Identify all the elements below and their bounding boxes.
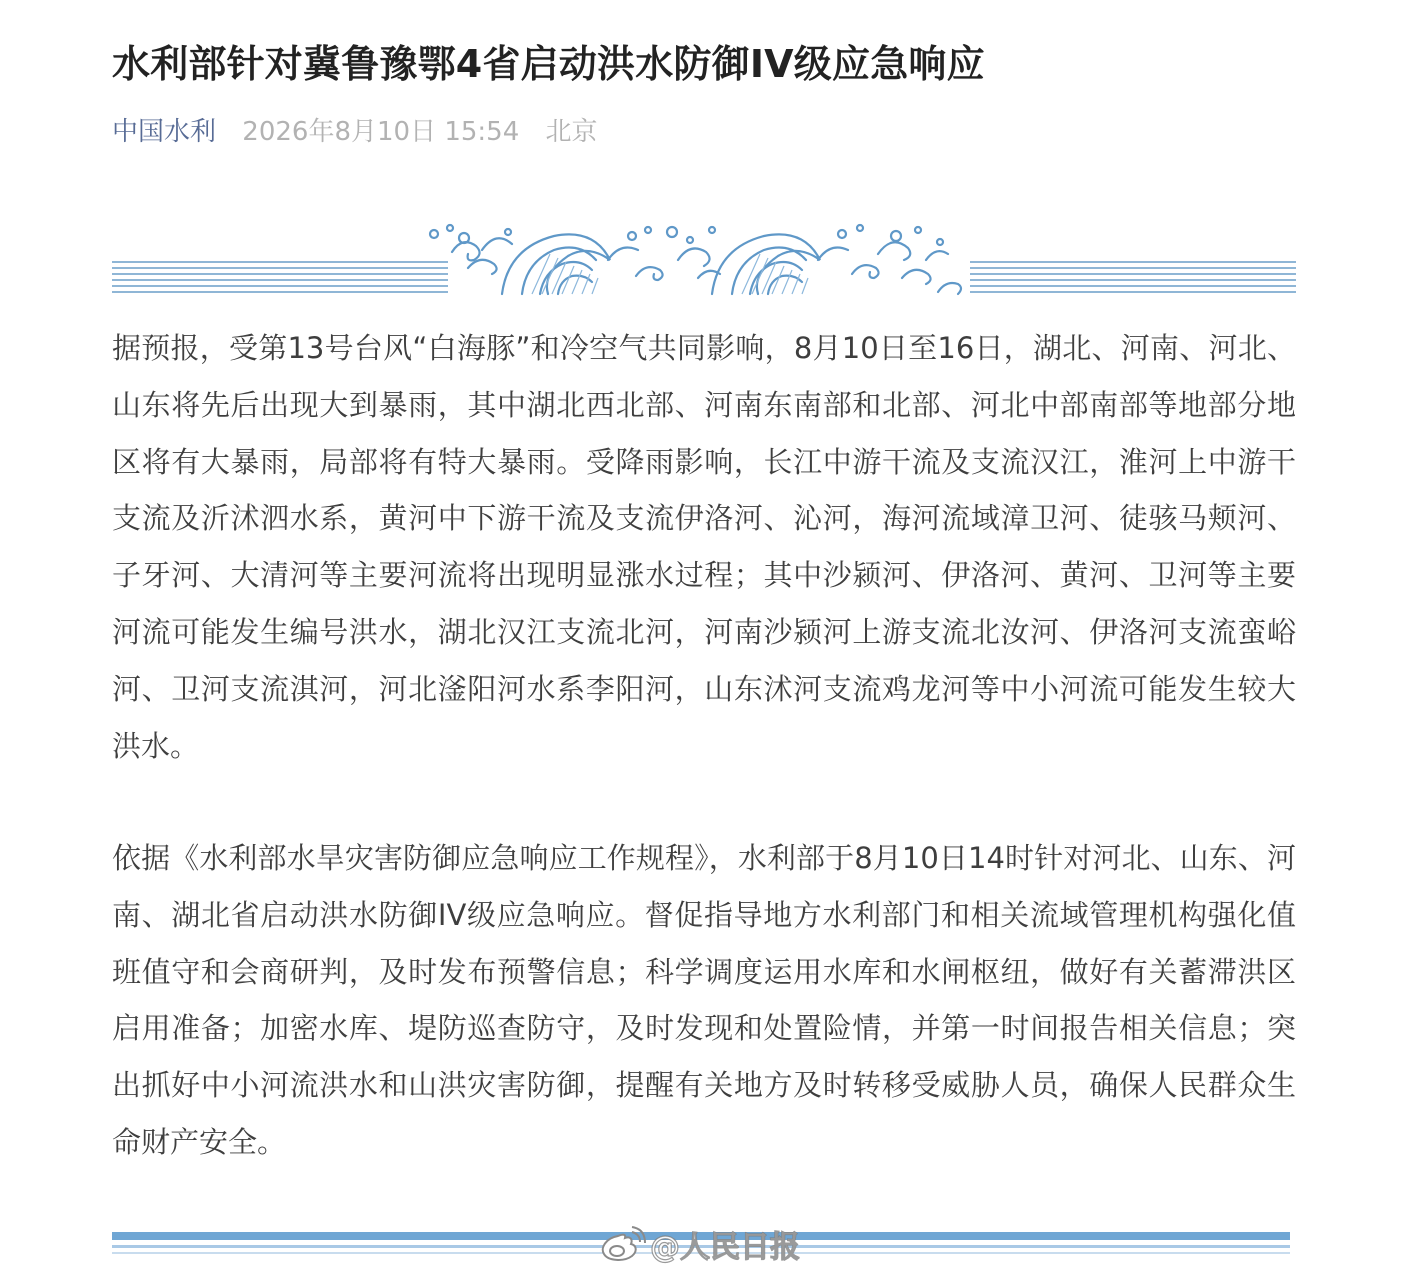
- watermark-text: @人民日报: [650, 1230, 800, 1265]
- article-paragraph: 据预报，受第13号台风“白海豚”和冷空气共同影响，8月10日至16日，湖北、河南、河北、山东将先后出现大到暴雨，其中湖北西北部、河南东南部和北部、河北中部南部等地部分地区将有大暴雨，局部将有特大暴雨。受降雨影响，长江中游干流及支流汉江，淮河上中游干支流及沂沭泗水系，黄河中下游干流及支流伊洛河、沁河，海河流域漳卫河、徒骇马颊河、子牙河、大清河等主要河流将出现明显涨水过程；其中沙颍河、伊洛河、黄河、卫河等主要河流可能发生编号洪水，湖北汉江支流北河，河南沙颍河上游支流北汝河、伊洛河支流蛮峪河、卫河支流淇河，河北滏阳河水系李阳河，山东沭河支流鸡龙河等中小河流可能发生较大洪水。: [112, 331, 1296, 763]
- article-title: 水利部针对冀鲁豫鄂4省启动洪水防御IV级应急响应: [112, 42, 985, 86]
- publish-time: 2026年8月10日 15:54: [242, 117, 520, 147]
- article-source-link[interactable]: 中国水利: [112, 117, 217, 147]
- wave-divider-icon: [112, 220, 1296, 300]
- weibo-logo-icon: [598, 1224, 646, 1264]
- weibo-watermark: [598, 1222, 800, 1266]
- article-meta: [112, 112, 598, 152]
- article-paragraph: 依据《水利部水旱灾害防御应急响应工作规程》，水利部于8月10日14时针对河北、山东、河南、湖北省启动洪水防御IV级应急响应。督促指导地方水利部门和相关流域管理机构强化值班值守和会商研判，及时发布预警信息；科学调度运用水库和水闸枢纽，做好有关蓄滞洪区启用准备；加密水库、堤防巡查防守，及时发现和处置险情，并第一时间报告相关信息；突出抓好中小河流洪水和山洪灾害防御，提醒有关地方及时转移受威胁人员，确保人民群众生命财产安全。: [112, 841, 1296, 1159]
- publish-location: 北京: [545, 117, 598, 147]
